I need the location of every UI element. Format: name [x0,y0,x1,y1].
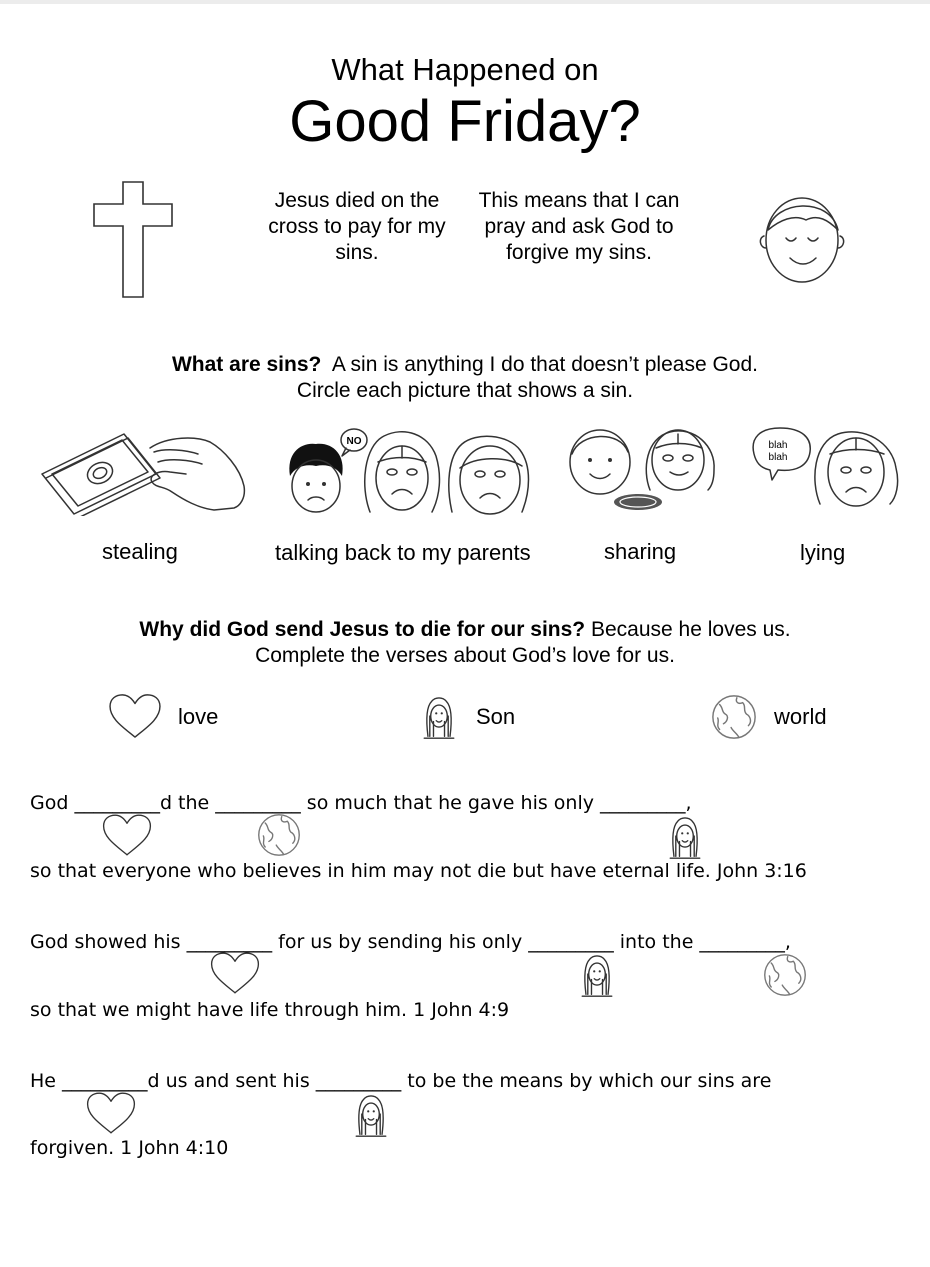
love-question: Why did God send Jesus to die for our sins? [139,618,586,641]
verse-1-globe-icon [256,812,302,858]
lying-girl-face-icon [815,432,898,506]
father-face-icon [449,436,529,514]
top-border [0,0,930,4]
globe-icon [710,693,758,741]
lying-picture[interactable] [750,424,904,516]
verse-3-line-2: forgiven. 1 John 4:10 [30,1137,229,1159]
verse-2-heart-icon [208,950,262,996]
talking-back-picture[interactable] [286,426,536,518]
sins-question-line [0,352,930,378]
blah-line-2: blah [768,452,788,463]
verse-1-jesus-icon [664,814,706,860]
verse-3-heart-icon [84,1090,138,1136]
verse-3-jesus-icon [350,1092,392,1138]
no-speech-bubble-icon [341,429,367,456]
love-question-line [0,617,930,643]
sins-answer: A sin is anything I do that doesn’t please God. [331,353,758,376]
caption-sharing: sharing [604,539,677,564]
boy-face-icon [570,430,630,494]
child-face-icon [289,444,342,512]
money-icon [42,434,160,516]
word-bank-son: Son [476,704,516,729]
jesus-icon [418,694,460,740]
verse-2-jesus-icon [576,952,618,998]
verse-2-globe-icon [762,952,808,998]
stealing-picture[interactable] [38,428,248,516]
hand-icon [150,438,244,510]
intro-right-text: This means that I can pray and ask God to forgive my sins. [478,189,680,264]
page-subtitle: What Happened on [331,52,599,87]
caption-lying: lying [800,540,846,565]
girl-face-icon [646,430,714,490]
caption-stealing: stealing [102,539,178,564]
love-answer: Because he loves us. [590,618,791,641]
intro-left-text: Jesus died on the cross to pay for my sins. [268,189,446,264]
blah-speech-bubble-icon [753,428,810,480]
verse-2-line-1: God showed his _________ for us by sending his only _________ into the _________, [30,931,791,953]
praying-child-icon [758,190,846,286]
verse-1-line-1: God _________d the _________ so much that he gave his only _________, [30,792,692,814]
word-bank-love: love [178,704,219,729]
blah-line-1: blah [768,440,788,451]
candy-icon [614,494,662,510]
word-bank-world: world [774,704,827,729]
verse-1-line-2: so that everyone who believes in him may not die but have eternal life. John 3:16 [30,860,807,882]
cross-icon [92,180,174,300]
love-instruction: Complete the verses about God’s love for us. [255,644,675,667]
verse-1-heart-icon [100,812,154,858]
sins-question: What are sins? [171,353,322,376]
verse-2-line-2: so that we might have life through him. 1 John 4:9 [30,999,510,1021]
sharing-picture[interactable] [566,426,720,518]
caption-talking-back: talking back to my parents [275,540,531,565]
page-title: Good Friday? [289,89,641,154]
heart-icon [106,692,164,740]
mother-face-icon [365,432,440,512]
no-bubble-text: NO [346,436,362,447]
verse-3-line-1: He _________d us and sent his _________ to be the means by which our sins are [30,1070,772,1092]
sins-instruction: Circle each picture that shows a sin. [296,379,634,402]
